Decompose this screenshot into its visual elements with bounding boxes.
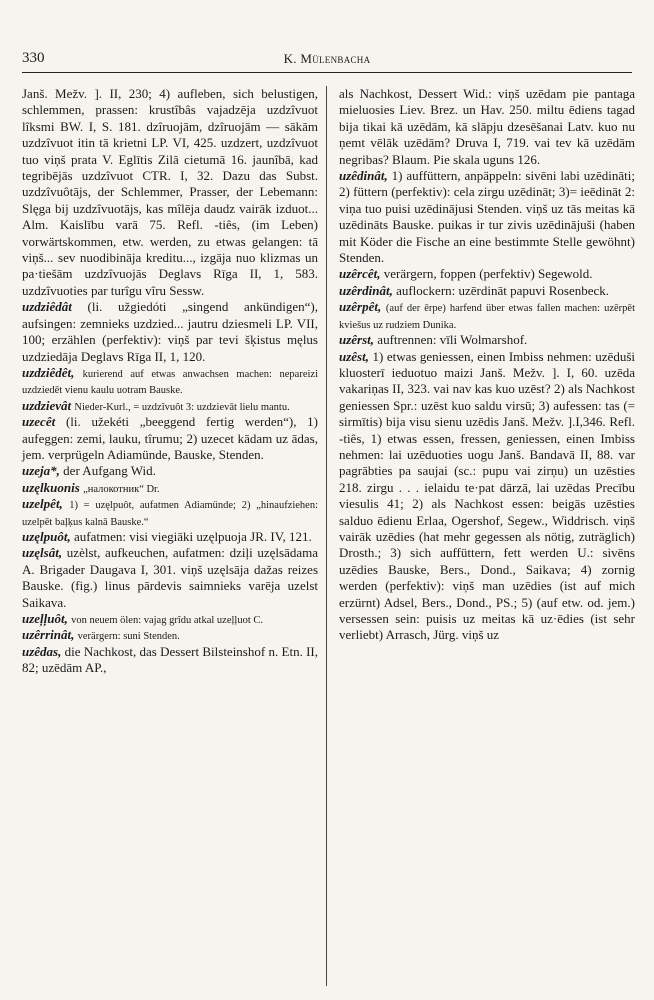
- entry-uzeja: uzeja*, der Aufgang Wid.: [22, 463, 156, 479]
- left-column: [22, 86, 318, 677]
- headword: uzêdas,: [22, 643, 62, 659]
- entry-uzdzievat: uzdzievât Nieder-Kurl., = uzdzîvuôt 3: uzdzievāt lielu mantu.: [22, 397, 290, 413]
- headword: uzęlkuonis: [22, 479, 80, 495]
- headword: uzęlsât,: [22, 545, 63, 561]
- headword: uzdziêdât: [22, 299, 72, 315]
- page-header: [22, 48, 632, 73]
- entry-uzercet: uzêrcêt, verärgern, foppen (perfektiv) Segewold.: [339, 266, 593, 282]
- entry-uzecet: uzecêt (li. užekéti „beeggend fertig werden“), 1) aufeggen: zemi, lauku, tîrumu; 2) uzecet kādam uz ādas, jem. verprügeln Adiamünde, Bauske, Stenden.: [22, 414, 318, 462]
- headword: uzêrpêt,: [339, 299, 382, 315]
- entry-continuation: als Nachkost, Dessert Wid.: viņš uzēdam pie pantaga mieluosies Liev. Brez. un Hav. 250. miltu ēdiens tagad bija tikai kā uzēdām, kā slāpju dzesēšanai Latv. kuo nu ņemt vēlāk uzēdām? Druva I, 719. vai tev kā uzēdām negribas? Blaum. Pie skala uguns 126.: [339, 86, 635, 167]
- entry-uzelluot: uzeļļuôt, von neuem ölen: vajag grîdu atkal uzeļļuot C.: [22, 611, 263, 626]
- entry-uzedas: uzêdas, die Nachkost, das Dessert Bilsteinshof n. Etn. II, 82; uzēdām AP.,: [22, 643, 319, 676]
- entry-uzelkuonis: uzęlkuonis „налокотник“ Dr.: [22, 479, 160, 495]
- headword: uzêst,: [339, 348, 369, 364]
- entry-uzelpuot: uzęlpuôt, aufatmen: visi viegiāki uzęlpuoja JR. IV, 121.: [22, 528, 312, 544]
- entry-uzerpet: uzêrpêt, (auf der ērpe) harfend über etwas fallen machen: uzērpēt kviešus uz rudziem Dunika.: [339, 299, 635, 331]
- column-divider: [326, 86, 327, 986]
- headword: uzęlpuôt,: [22, 528, 71, 544]
- headword: uzelpêt,: [22, 496, 63, 512]
- headword: uzêrcêt,: [339, 266, 381, 282]
- headword: uzêrst,: [339, 332, 375, 348]
- right-column: [339, 86, 635, 644]
- entry-continuation: Janš. Mežv. ]. II, 230; 4) aufleben, sich belustigen, schlemmen, prassen: krustîbâs vajadzēja uzdzîvuot lîksmi BW. I, S. 181. dzîruojām, dzîruojām — sākām uzdzîvuot itin tā krietni LP. VI, 425. uzdzert, uzdzîvuot tuo viņš prata V. Eglītis Zilā cietumā 16. jaunîbā, kad tegribējās uzdzîvuot CTR. I, 32. Dazu das Subst. uzdzîvuôtājs, der Schlemmer, Prasser, der Lebemann: Slęga bij uzdzîvuotājs, kas mîlēja daudz vairāk izduot... Alm. Kaislību varā 75. Refl. -tiês, (im Leben) vorwärtskommen, etw. werden, zu etwas gelangen: tā viņš... sev nuodibināja kreditu..., izgāja nuo klizmas un pa·tiešām uzdzîvuojās Deglavs Rīga II, 1, 583. uzdzîvuoties par turîgu vîru Sessw.: [22, 86, 318, 298]
- headword: uzeja*,: [22, 463, 60, 479]
- entry-uzest: uzêst, 1) etwas geniessen, einen Imbiss nehmen: uzēduši kluosterī ieduotuo maizi Janš. Mežv. ]. I, 60. uzēda vakariņas II, 323. vai nav kas kuo uzēst? 2) als Nachkost geniessen Spr.: uzēst kuo saldu virsū; 3) aufessen: tas (= sirmītis) bija visu sienu uzēdis Janš. Mežv. ].I,346. Refl. -tiês, 1) etwas essen, fressen, geniessen, einen Imbiss nehmen: lai uzēduoties uogu Janš. Bandavā II, 88. var pagrābties pa saujai (sc.: pupu vai zirņu) un uzēsties 218. zirgu . . . ielaidu te·pat dārzā, lai uzēdas Precību viesulis 41; 2) als Nachkost essen: beigās uzēsties salduo ēdienu Erlaa, Ogershof, Segew., Widdrisch. viņš vairāk uzēdies (hat mehr gegessen als nötig, zuträglich) Drosth.; 3) sich auffüttern, fett werden U.: sivēns uzēdies Bauske, Bers., Dond., Saikava; 4) zornig werden (perfektiv): viņš man uzēdies (ist auf mich erzürnt) Adsel, Bers., Dond., PS.; 5) (auf etw. od. jem.) versessen sein: puisis uz meitas kā uz·ēdies (ist sehr verliebt) Arrasch, Jürg. viņš uz: [339, 348, 635, 643]
- headword: uzêrrinât,: [22, 627, 75, 643]
- entry-uzelsat: uzęlsât, uzèlst, aufkeuchen, aufatmen: dziļi uzęlsādama A. Brigader Daugava I, 301. viņš uzęlsāja dažas reizes Bauske. (fig.) linus pārdevis saimnieks varēja uzelst Saikava.: [22, 545, 319, 610]
- entry-uzdziedet: uzdziêdêt, kurierend auf etwas anwachsen machen: nepareizi uzdziedēt vienu kaulu uotram Bauske.: [22, 364, 318, 397]
- entry-uzerst: uzêrst, auftrennen: vīli Wolmarshof.: [339, 332, 528, 348]
- headword: uzêrdinât,: [339, 282, 393, 298]
- headword: uzeļļuôt,: [22, 611, 68, 626]
- headword: uzêdinât,: [339, 168, 388, 184]
- entry-uzerdinat: uzêrdinât, auflockern: uzērdināt papuvi Rosenbeck.: [339, 282, 610, 298]
- entry-uzelpet: uzelpêt, 1) = uzęlpuôt, aufatmen Adiamünde; 2) „hinaufziehen: uzelpēt baļķus kalnā Bauske.“: [22, 496, 319, 528]
- entry-uzedinat: uzêdinât, 1) auffüttern, anpäppeln: sivēni labi uzēdināti; 2) füttern (perfektiv): cela zirgu uzēdināt; 3)= ieēdināt 2: viņa tuo puisi uzēdinājusi Stenden. viņš uz tās meitas kā uzēdināts Bauske. puikas ir tur zivis uzēdinājuši (haben mit Köder die Fische an eine bestimmte Stelle gewöhnt) Stenden.: [339, 168, 636, 266]
- entry-uzdziedat: uzdziêdât (li. užgiedóti „singend ankündigen“), aufsingen: zemnieks uzdzied... jautru dziesmeli LP. VII, 100; erzählen (perfektiv): viņš par tevi šķistus męlus uzdziedāja Deglavs Rīga II, 1, 120.: [22, 299, 319, 364]
- headword: uzecêt: [22, 414, 56, 430]
- running-title: K. Mülenbacha: [283, 51, 371, 66]
- headword: uzdziêdêt,: [22, 364, 75, 380]
- entry-uzerrinat: uzêrrinât, verärgern: suni Stenden.: [22, 627, 180, 643]
- headword: uzdzievât: [22, 397, 72, 413]
- page-number: 330: [22, 50, 45, 66]
